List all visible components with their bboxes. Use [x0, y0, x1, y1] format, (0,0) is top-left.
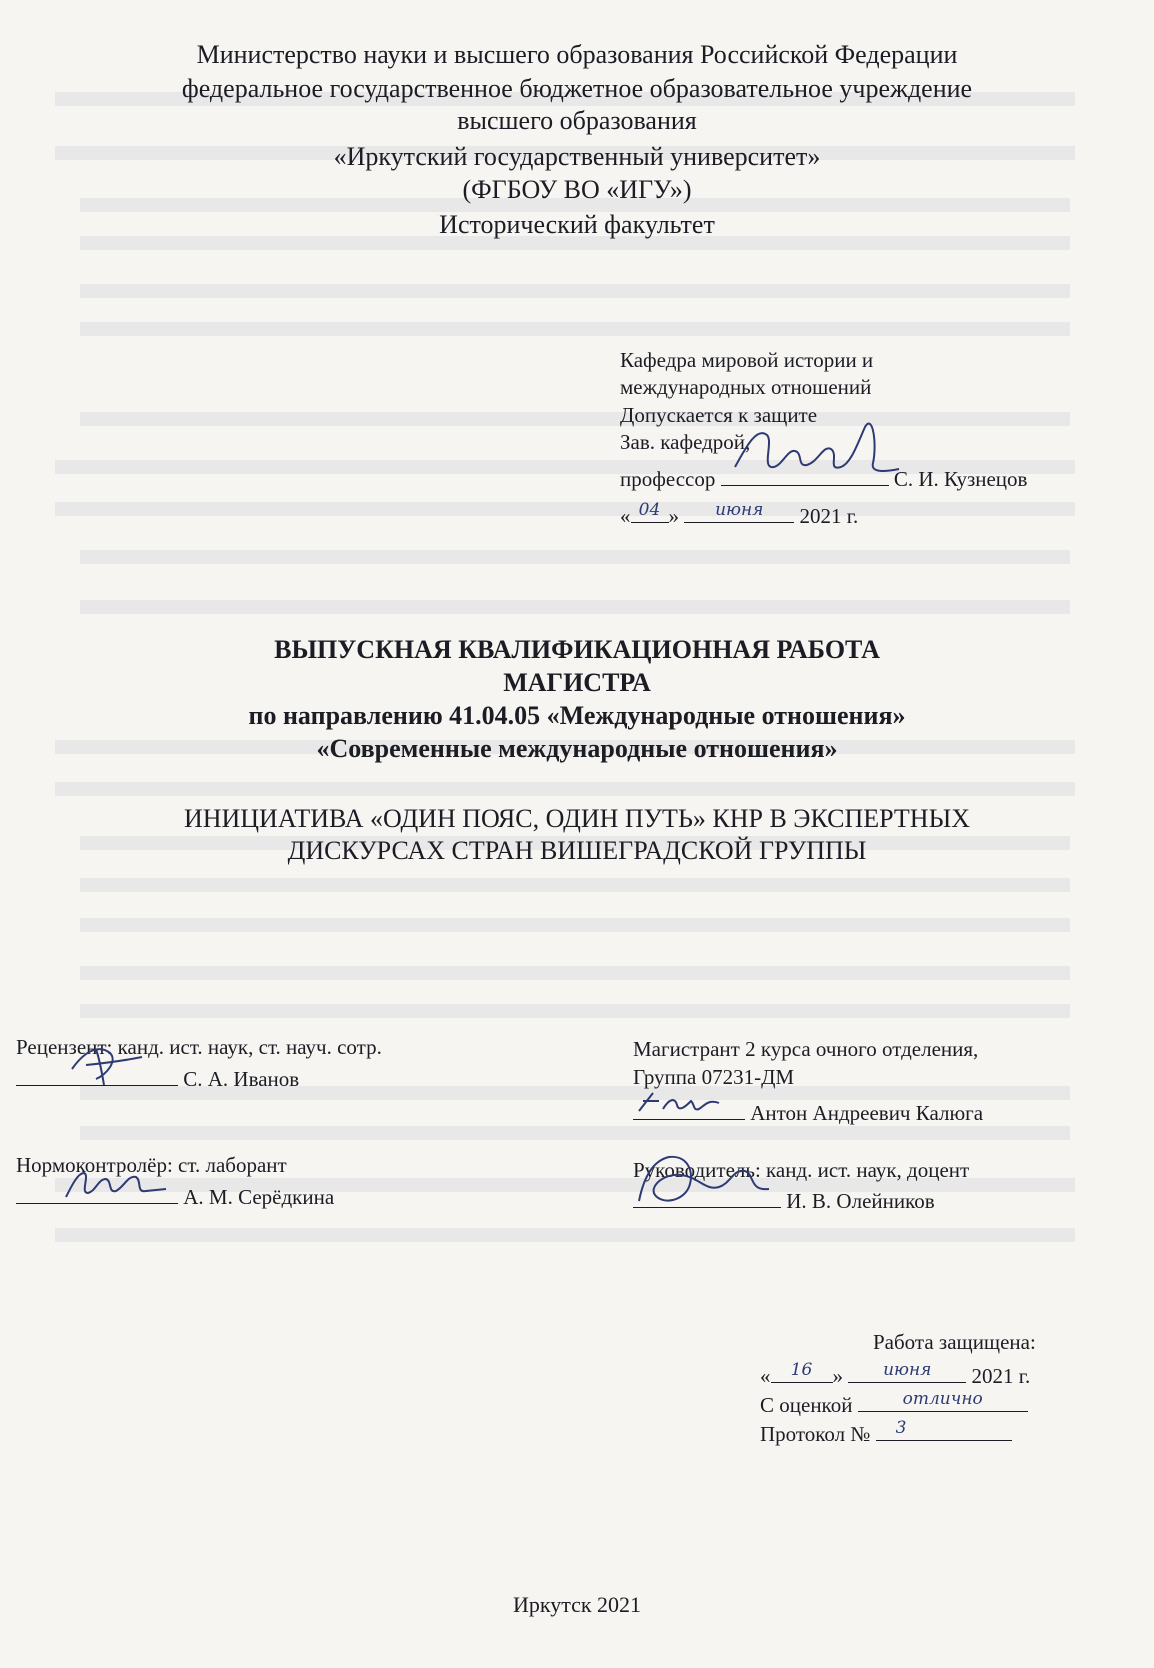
- student-signature-line: [633, 1097, 983, 1126]
- work-program: «Современные международные отношения»: [316, 734, 838, 763]
- bleed-line: [80, 966, 1070, 980]
- normcontrol-label: Нормоконтролёр: ст. лаборант: [16, 1153, 287, 1177]
- approval-position: профессор: [620, 467, 716, 491]
- normcontrol-signature-icon: [62, 1165, 172, 1205]
- defense-protocol-blank: [876, 1418, 1012, 1441]
- bleed-line: [80, 412, 1070, 426]
- approval-year: 2021 г.: [799, 504, 859, 528]
- head-signature-icon: [727, 415, 907, 485]
- approval-date: [620, 500, 858, 529]
- bleed-line: [55, 782, 1075, 796]
- defense-label: Работа защищена:: [873, 1330, 1036, 1354]
- student-signature-icon: [635, 1085, 725, 1119]
- reviewer-signature-line: [16, 1063, 299, 1092]
- bleed-line: [80, 1126, 1070, 1140]
- defense-grade-blank: [858, 1389, 1028, 1412]
- student-signature-blank: [633, 1097, 745, 1120]
- reviewer-label: Рецензент: канд. ист. наук, ст. науч. сотр.: [16, 1035, 382, 1059]
- bleed-line: [80, 284, 1070, 298]
- ministry-line: Министерство науки и высшего образования Российской Федерации: [196, 40, 958, 69]
- normcontrol-signature-blank: [16, 1181, 178, 1204]
- work-type: ВЫПУСКНАЯ КВАЛИФИКАЦИОННАЯ РАБОТА: [274, 635, 880, 664]
- bleed-line: [80, 878, 1070, 892]
- normcontrol-signature-line: [16, 1181, 334, 1210]
- approval-month: июня: [715, 500, 764, 520]
- bleed-line: [80, 550, 1070, 564]
- higher-education-line: высшего образования: [457, 106, 697, 135]
- institution-type-line: федеральное государственное бюджетное образовательное учреждение: [181, 74, 973, 103]
- approval-day: 04: [638, 500, 661, 520]
- defense-month-blank: [848, 1360, 966, 1383]
- defense-month: июня: [883, 1360, 932, 1380]
- defense-grade: отлично: [902, 1389, 983, 1409]
- approval-name: С. И. Кузнецов: [893, 467, 1028, 491]
- defense-day-blank: [771, 1360, 833, 1383]
- defense-protocol: 3: [895, 1418, 907, 1438]
- defense-protocol-line: [760, 1418, 1012, 1447]
- approval-close-quote: »: [668, 504, 679, 528]
- bleed-line: [55, 1228, 1075, 1242]
- bleed-line: [80, 1004, 1070, 1018]
- supervisor-signature-blank: [633, 1185, 781, 1208]
- university-abbreviation: (ФГБОУ ВО «ИГУ»): [462, 175, 692, 204]
- approval-open-quote: «: [620, 504, 631, 528]
- defense-day: 16: [790, 1360, 813, 1380]
- approval-department: Кафедра мировой истории и: [620, 348, 874, 372]
- defense-protocol-label: Протокол №: [760, 1422, 871, 1446]
- approval-admitted: Допускается к защите: [620, 403, 818, 427]
- student-label: Магистрант 2 курса очного отделения,: [633, 1037, 979, 1061]
- defense-grade-label: С оценкой: [760, 1393, 853, 1417]
- work-title-line-2: ДИСКУРСАХ СТРАН ВИШЕГРАДСКОЙ ГРУППЫ: [287, 836, 867, 865]
- university-name: «Иркутский государственный университет»: [333, 142, 821, 171]
- approval-head: Зав. кафедрой,: [620, 430, 751, 454]
- approval-signature-blank: [721, 463, 889, 486]
- bleed-line: [80, 600, 1070, 614]
- approval-department-2: международных отношений: [620, 375, 872, 399]
- bleed-line: [55, 502, 1075, 516]
- normcontrol-name: А. М. Серёдкина: [183, 1185, 335, 1209]
- defense-year: 2021 г.: [971, 1364, 1031, 1388]
- student-name: Антон Андреевич Калюга: [750, 1101, 984, 1125]
- work-direction: по направлению 41.04.05 «Международные отношения»: [248, 701, 906, 730]
- city-year: Иркутск 2021: [512, 1592, 642, 1617]
- defense-close-quote: »: [832, 1364, 843, 1388]
- supervisor-label: Руководитель: канд. ист. наук, доцент: [633, 1158, 970, 1182]
- approval-day-blank: [631, 500, 669, 523]
- approval-signature-line: [620, 463, 1027, 492]
- student-group: Группа 07231-ДМ: [633, 1065, 795, 1089]
- supervisor-name: И. В. Олейников: [786, 1189, 935, 1213]
- supervisor-signature-icon: [629, 1151, 779, 1211]
- bleed-line: [80, 918, 1070, 932]
- defense-open-quote: «: [760, 1364, 771, 1388]
- reviewer-signature-blank: [16, 1063, 178, 1086]
- supervisor-signature-line: [633, 1185, 935, 1214]
- reviewer-name: С. А. Иванов: [183, 1067, 300, 1091]
- work-degree: МАГИСТРА: [503, 668, 651, 697]
- defense-date: [760, 1360, 1030, 1389]
- bleed-line: [80, 322, 1070, 336]
- defense-grade-line: [760, 1389, 1028, 1418]
- work-title-line-1: ИНИЦИАТИВА «ОДИН ПОЯС, ОДИН ПУТЬ» КНР В ЭКСПЕРТНЫХ: [183, 804, 971, 833]
- reviewer-signature-icon: [66, 1039, 156, 1089]
- approval-month-blank: [684, 500, 794, 523]
- faculty-name: Исторический факультет: [439, 210, 715, 239]
